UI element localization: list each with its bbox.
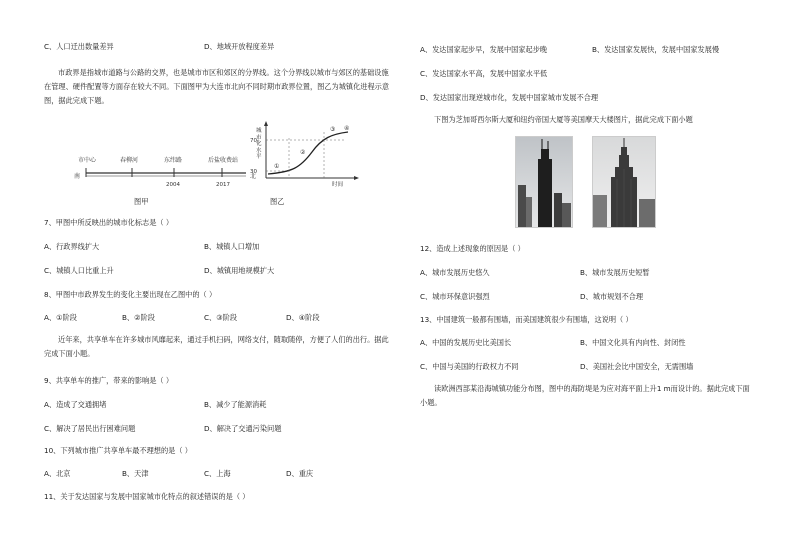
q7-option-b[interactable]: B、城镇人口增加 (204, 242, 260, 251)
caption-yi: 图乙 (270, 197, 285, 206)
empire-crown (621, 147, 627, 155)
sears-tower-photo (515, 136, 573, 228)
passage-coastal-town: 读欧洲西部某沿海城镇功能分布图，图中的海防堤是为应对海平面上升1 m而设计的。据此完成下面小题。 (420, 384, 750, 407)
q8-option-c[interactable]: C、③阶段 (204, 313, 238, 322)
stage-4: ④ (344, 125, 350, 132)
q12-stem: 12、造成上述现象的原因是（ ） (420, 244, 525, 253)
y-axis-label: 城市化水平 (256, 128, 262, 160)
q7-option-c[interactable]: C、城镇人口比重上升 (44, 266, 114, 275)
sears-tower (538, 159, 552, 227)
label-dongweilu: 东纬路 (164, 157, 183, 164)
y-axis-arrow (264, 121, 268, 126)
tick-30: 30 (250, 169, 257, 175)
neighbor-right (639, 199, 655, 227)
q9-option-b[interactable]: B、减少了能源消耗 (204, 400, 267, 409)
q11-option-a[interactable]: A、发达国家起步早，发展中国家起步晚 (420, 45, 548, 54)
q9-option-c[interactable]: C、解决了居民出行困难问题 (44, 424, 136, 433)
label-city-center: 市中心 (78, 157, 97, 164)
caption-jia: 图甲 (134, 197, 149, 206)
label-year-2004: 2004 (166, 182, 180, 188)
q8-option-b[interactable]: B、②阶段 (122, 313, 155, 322)
q10-option-a[interactable]: A、北京 (44, 469, 71, 478)
stage-3: ③ (330, 126, 336, 133)
q8-option-d[interactable]: D、④阶段 (286, 313, 320, 322)
building-right-2 (562, 203, 571, 227)
tick-70: 70 (250, 138, 257, 144)
q8-option-a[interactable]: A、①阶段 (44, 313, 77, 322)
sears-top (541, 149, 549, 161)
label-north: 北 (250, 173, 257, 180)
stage-2: ② (300, 149, 306, 156)
label-south: 南 (74, 173, 81, 180)
q7-stem: 7、甲图中所反映出的城市化标志是（ ） (44, 218, 174, 227)
neighbor-left (593, 195, 607, 227)
q13-option-a[interactable]: A、中国的发展历史比美国长 (420, 338, 512, 347)
q6-option-d[interactable]: D、地域开放程度差异 (204, 42, 275, 51)
q12-option-a[interactable]: A、城市发展历史悠久 (420, 268, 490, 277)
q12-option-b[interactable]: B、城市发展历史短暂 (580, 268, 650, 277)
q11-option-b[interactable]: B、发达国家发展快，发展中国家发展慢 (592, 45, 720, 54)
q9-option-a[interactable]: A、造成了交通拥堵 (44, 400, 107, 409)
q13-stem: 13、中国建筑一般都有围墙，而美国建筑很少有围墙，这说明（ ） (420, 315, 633, 324)
q13-option-d[interactable]: D、美国社会比中国安全，无需围墙 (580, 362, 694, 371)
empire-state-photo (592, 136, 656, 228)
building-left (518, 185, 526, 227)
q12-option-c[interactable]: C、城市环保意识强烈 (420, 292, 490, 301)
building-right (554, 193, 562, 227)
q13-option-b[interactable]: B、中国文化具有内向性、封闭性 (580, 338, 686, 347)
q6-option-c[interactable]: C、人口迁出数量差异 (44, 42, 114, 51)
q8-stem: 8、甲图中市政界发生的变化主要出现在乙图中的（ ） (44, 290, 217, 299)
stage-1: ① (274, 163, 280, 170)
label-houyan: 后盐收费站 (208, 157, 239, 164)
passage-city-boundary: 市政界是指城市道路与公路的交界，也是城市市区和郊区的分界线。这个分界线以城市与郊区的基础设施在管理、硬件配置等方面存在较大不同。下面图甲为大连市北向不同时期市政界位置，图乙为城镇化进程示意图，据此完成下题。 (44, 68, 390, 105)
x-axis-label: 时间 (332, 182, 344, 188)
label-year-2017: 2017 (216, 182, 230, 188)
urbanization-curve (268, 132, 348, 174)
q9-stem: 9、共享单车的推广，带来的影响是（ ） (44, 376, 174, 385)
x-axis-arrow (354, 176, 359, 180)
q11-option-c[interactable]: C、发达国家水平高，发展中国家水平低 (420, 69, 548, 78)
q7-option-d[interactable]: D、城镇用地规模扩大 (204, 266, 275, 275)
q10-option-c[interactable]: C、上海 (204, 469, 231, 478)
passage-bike-sharing: 近年来，共享单车在许多城市风靡起来，通过手机扫码，网络支付，随取随停，方便了人们的出行。据此完成下面小题。 (44, 335, 389, 358)
q10-option-b[interactable]: B、天津 (122, 469, 149, 478)
q11-option-d[interactable]: D、发达国家出现逆城市化，发展中国家城市发展不合理 (420, 93, 599, 102)
q9-option-d[interactable]: D、解决了交通污染问题 (204, 424, 282, 433)
q11-stem: 11、关于发达国家与发展中国家城市化特点的叙述错误的是（ ） (44, 492, 250, 501)
label-chunliuhe: 春柳河 (120, 157, 139, 164)
q7-option-a[interactable]: A、行政界线扩大 (44, 242, 100, 251)
passage-skyscrapers: 下图为芝加哥西尔斯大厦和纽约帝国大厦等美国摩天大楼图片，据此完成下面小题 (434, 115, 693, 124)
q10-option-d[interactable]: D、重庆 (286, 469, 314, 478)
building-left-2 (526, 197, 532, 227)
q12-option-d[interactable]: D、城市规划不合理 (580, 292, 644, 301)
q10-stem: 10、下列城市推广共享单车最不理想的是（ ） (44, 446, 192, 455)
q13-option-c[interactable]: C、中国与美国的行政权力不同 (420, 362, 519, 371)
